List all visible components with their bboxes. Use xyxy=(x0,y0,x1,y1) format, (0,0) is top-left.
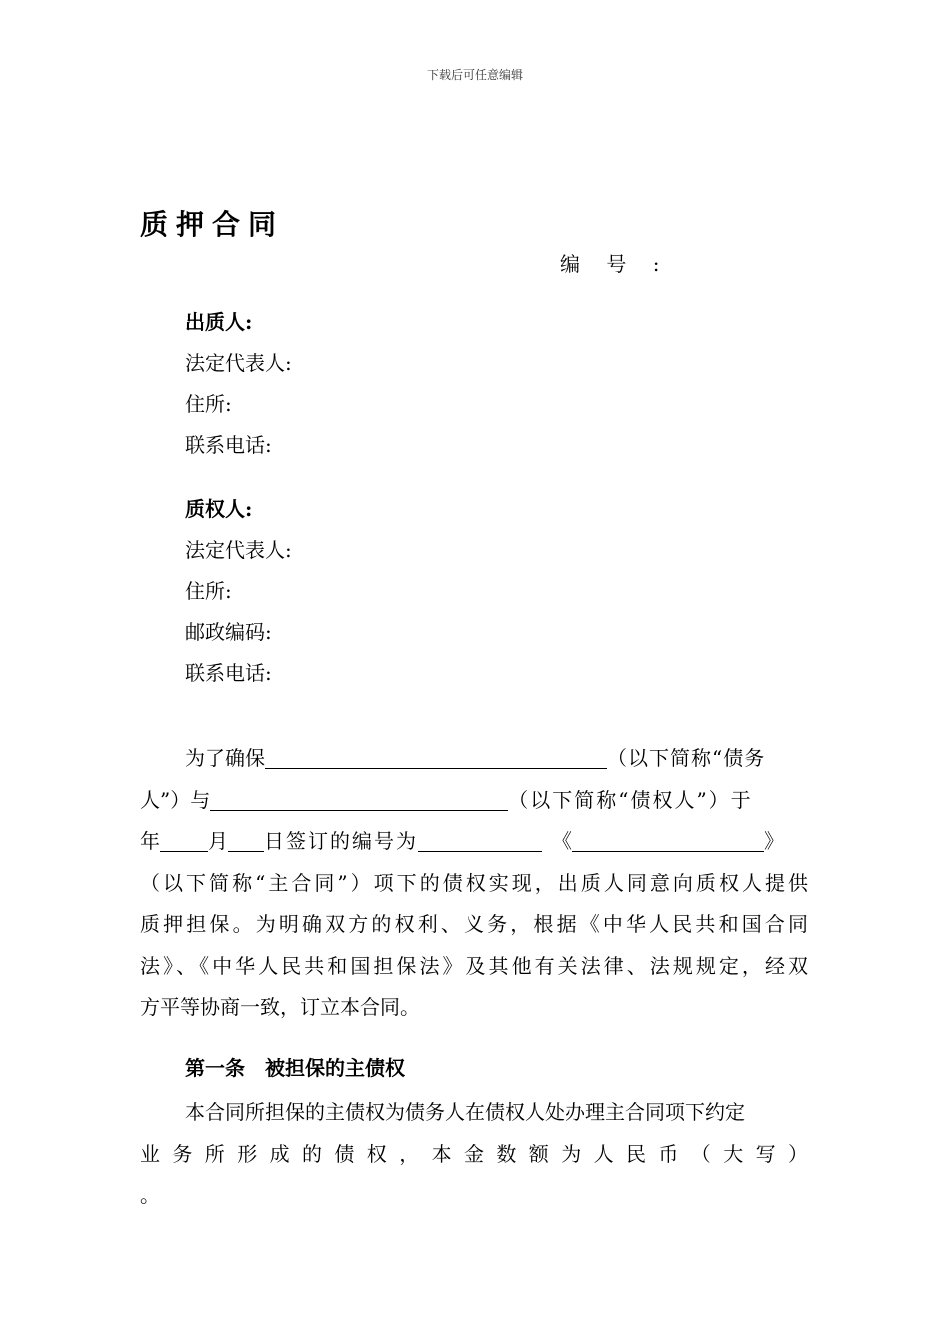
article-1-line-1: 本合同所担保的主债权为债务人在债权人处办理主合同项下约定 xyxy=(185,1100,745,1124)
preamble-text: 年 xyxy=(140,829,160,853)
preamble-line-2 xyxy=(140,780,808,822)
page-header-note: 下载后可任意编辑 xyxy=(426,68,523,82)
debtor-name-blank xyxy=(265,744,607,769)
month-blank xyxy=(160,827,208,852)
preamble-line-7: 方平等协商一致，订立本合同。 xyxy=(140,995,420,1019)
preamble-text: （以下简称“债权人”）于 xyxy=(508,787,753,812)
pledgee-address-field: 住所: xyxy=(185,579,232,603)
creditor-name-blank xyxy=(210,786,508,811)
preamble-line-1 xyxy=(140,738,808,780)
preamble-line-3 xyxy=(140,821,808,863)
preamble-paragraph xyxy=(140,738,808,1029)
preamble-line-6: 法》、《中华人民共和国担保法》及其他有关法律、法规规定，经双 xyxy=(140,953,808,978)
preamble-text: 》 xyxy=(764,829,784,853)
article-1-paragraph xyxy=(140,1092,808,1217)
main-contract-number-blank xyxy=(418,827,542,852)
pledgor-block xyxy=(185,302,292,466)
pledgee-postcode-field: 邮政编码: xyxy=(185,620,272,644)
preamble-text: 月 xyxy=(208,829,228,853)
document-title: 质押合同 xyxy=(140,208,285,241)
preamble-text: 《 xyxy=(552,829,572,853)
pledgee-block xyxy=(185,489,292,694)
pledgor-phone-field: 联系电话: xyxy=(185,433,272,457)
pledgee-legal-rep-field: 法定代表人: xyxy=(185,538,292,562)
main-contract-name-blank xyxy=(572,827,764,852)
preamble-text: 人”）与 xyxy=(140,787,211,812)
article-1-number: 第一条 xyxy=(185,1056,245,1080)
article-1-line-2: 业务所形成的债权，本金数额为人民币（大写） xyxy=(140,1141,808,1166)
article-1-title: 被担保的主债权 xyxy=(265,1056,405,1080)
article-1-heading xyxy=(185,1052,405,1081)
pledgor-address-field: 住所: xyxy=(185,392,232,416)
preamble-text: 为了确保 xyxy=(185,746,265,770)
contract-number-label: 编 号 : xyxy=(560,252,670,276)
preamble-line-5: 质押担保。为明确双方的权利、义务，根据《中华人民共和国合同 xyxy=(140,912,808,936)
pledgor-legal-rep-field: 法定代表人: xyxy=(185,351,292,375)
article-1-line-3: 。 xyxy=(140,1183,160,1207)
pledgee-phone-field: 联系电话: xyxy=(185,661,272,685)
pledgee-heading: 质权人: xyxy=(185,497,253,521)
pledgor-heading: 出质人: xyxy=(185,310,253,334)
preamble-text: （以下简称“债务 xyxy=(607,746,766,770)
preamble-text: 日签订的编号为 xyxy=(264,829,418,853)
preamble-line-4: （以下简称“主合同”）项下的债权实现，出质人同意向质权人提供 xyxy=(140,870,808,895)
day-blank xyxy=(228,827,264,852)
